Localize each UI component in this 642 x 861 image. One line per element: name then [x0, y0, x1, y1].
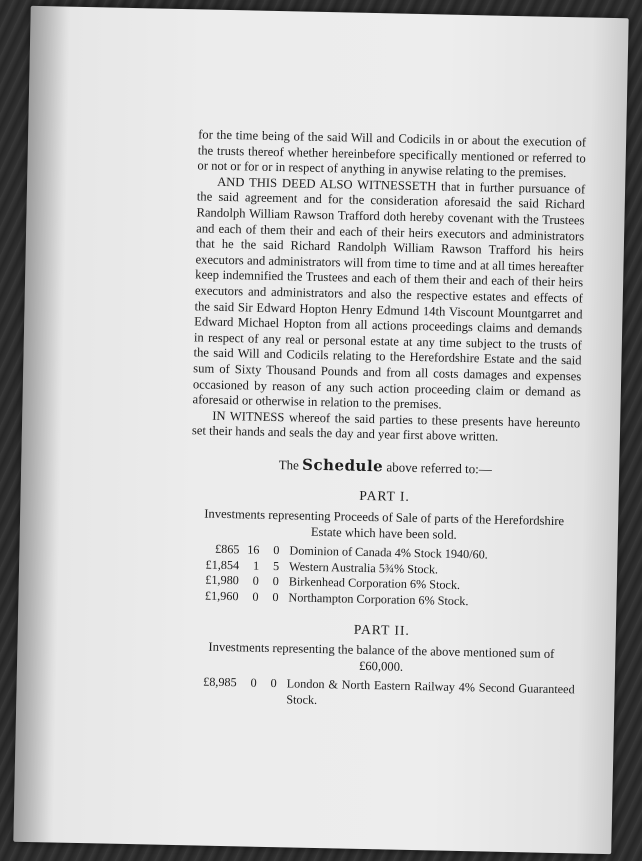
part-2-heading: PART II.	[353, 621, 410, 638]
investment-shillings: 16	[247, 542, 260, 557]
investment-description: Dominion of Canada 4% Stock 1940/60.	[289, 543, 488, 562]
investment-pence: 5	[272, 558, 280, 573]
schedule-gothic-word: Schedule	[301, 455, 384, 476]
part-2-description: Investments representing the balance of the above mentioned sum of £60,000.	[208, 639, 555, 674]
investment-pence: 0	[270, 676, 277, 691]
investment-amount: £865	[214, 542, 240, 557]
part-1-heading: PART I.	[359, 488, 411, 505]
investment-pence: 0	[272, 590, 279, 605]
page-text-block	[186, 127, 586, 714]
investment-shillings: 0	[250, 675, 257, 691]
body-paragraph-2: AND THIS DEED ALSO WITNESSETH that in further pursuance of the said agreement and for the consideration aforesaid the said Richard Randolph William Rawson Trafford doth hereby covenant with the Trustees and each of them their and each of their heirs executors and administrators that he the said Richard Randolph William Rawson Trafford his heirs executors and administrators will from time to time and at all times hereafter keep indemnified the Trustees and each of them their and each of their heirs executors and administrators and also the respective estates and effects of the said Sir Edward Hopton Henry Edmund 14th Viscount Mountgarret and Edward Michael Hopton from all actions proceedings claims and demands in respect of any real or personal estate at any time subject to the trusts of the said Will and Codicils relating to the Herefordshire Estate and the said sum of Sixty Thousand Pounds and from all costs damages and expenses occasioned by reason of any such action proceeding claim or demand as aforesaid or otherwise in relation to the premises.	[192, 174, 586, 412]
investment-shillings: 0	[252, 589, 259, 604]
investment-row	[184, 675, 575, 714]
investment-description: London & North Eastern Railway 4% Second Guaranteed Stock.	[286, 676, 575, 707]
body-paragraph-3: IN WITNESS whereof the said parties to these presents have hereunto set their hands and seals the day and year first above written.	[191, 408, 581, 444]
investment-shillings: 0	[252, 574, 259, 589]
investment-pence: 0	[273, 543, 280, 558]
investment-description: Birkenhead Corporation 6% Stock.	[288, 574, 461, 593]
schedule-prefix: The	[278, 456, 300, 473]
part-1-description: Investments representing Proceeds of Sale of parts of the Herefordshire Estate which have been sold.	[204, 506, 565, 542]
investment-pence: 0	[272, 574, 279, 589]
investment-amount: £1,980	[205, 573, 239, 588]
investment-shillings: 1	[252, 558, 260, 573]
investment-description: Western Australia 5¾% Stock.	[288, 559, 439, 577]
investment-amount: £1,960	[204, 588, 239, 604]
part-1-investments	[186, 541, 577, 612]
part-2-investments	[184, 675, 575, 714]
investment-amount: £1,854	[205, 557, 240, 573]
investment-amount: £8,985	[203, 674, 237, 690]
schedule-suffix: above referred to:—	[386, 459, 492, 477]
document-page	[13, 6, 628, 854]
body-paragraph-1: for the time being of the said Will and Codicils in or about the execution of the trusts thereof whether hereinbefore specifically mentioned or referred to or not or for or in respect of anything in anywise relating to the premises.	[197, 127, 587, 181]
investment-description: Northampton Corporation 6% Stock.	[288, 590, 469, 609]
schedule-heading	[191, 455, 579, 479]
